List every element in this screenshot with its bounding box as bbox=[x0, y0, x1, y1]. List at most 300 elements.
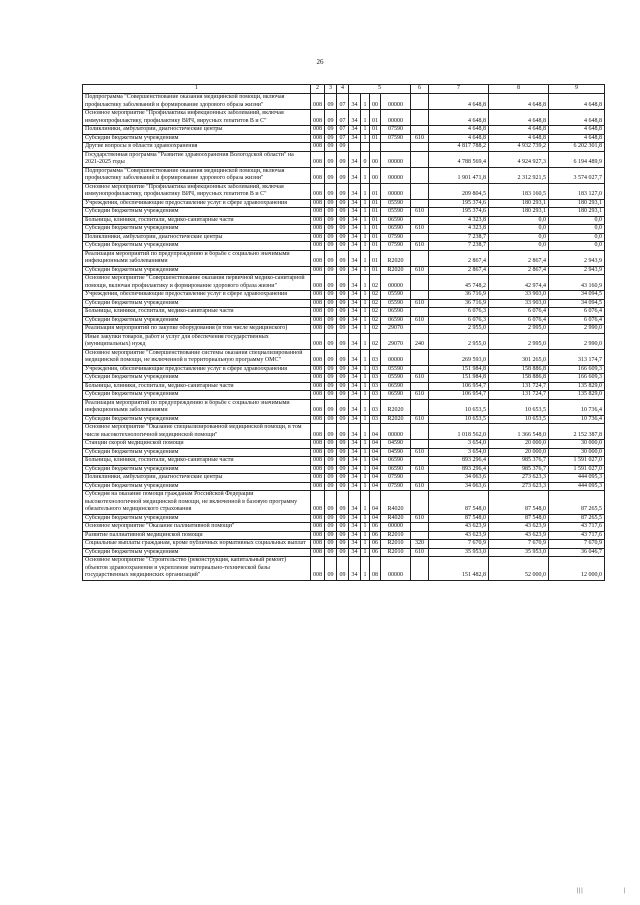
row-name-cell: Субсидии бюджетным учреждениям bbox=[83, 548, 311, 557]
row-name-cell: Больницы, клиники, госпитали, медико-санитарные части bbox=[83, 457, 311, 466]
amount-year1-cell: 43 623,9 bbox=[429, 531, 489, 540]
amount-year1-cell: 45 748,2 bbox=[429, 275, 489, 291]
amount-year1-cell: 1 018 562,0 bbox=[429, 424, 489, 440]
section-code-cell: 09 bbox=[325, 491, 337, 515]
program-code-cell: 34 bbox=[349, 167, 361, 183]
subsection-code-cell: 09 bbox=[337, 457, 349, 466]
ministry-code-cell: 008 bbox=[311, 308, 325, 317]
subsection-code-cell: 09 bbox=[337, 514, 349, 523]
amount-year1-cell: 7 670,9 bbox=[429, 540, 489, 549]
amount-year3-cell: 180 293,1 bbox=[549, 199, 605, 208]
direction-code-cell: 06590 bbox=[381, 308, 411, 317]
amount-year2-cell: 42 974,4 bbox=[489, 275, 549, 291]
section-code-cell: 09 bbox=[325, 440, 337, 449]
row-name-cell: Субсидии бюджетным учреждениям bbox=[83, 391, 311, 400]
subsection-code-cell: 07 bbox=[337, 126, 349, 135]
subprogram-code-cell: 1 bbox=[361, 275, 370, 291]
program-code-cell: 34 bbox=[349, 391, 361, 400]
ministry-code-cell: 008 bbox=[311, 143, 325, 152]
row-name-cell: Основное мероприятие "Оказание паллиативной помощи" bbox=[83, 523, 311, 532]
activity-code-cell: 00 bbox=[370, 167, 381, 183]
section-code-cell: 09 bbox=[325, 316, 337, 325]
subprogram-code-cell: 1 bbox=[361, 391, 370, 400]
amount-year3-cell: 10 736,4 bbox=[549, 415, 605, 424]
amount-year2-cell: 43 623,9 bbox=[489, 531, 549, 540]
ministry-code-cell: 008 bbox=[311, 491, 325, 515]
subsection-code-cell: 09 bbox=[337, 183, 349, 199]
ministry-code-cell: 008 bbox=[311, 266, 325, 275]
ministry-code-cell: 008 bbox=[311, 167, 325, 183]
row-name-cell: Субсидии бюджетным учреждениям bbox=[83, 514, 311, 523]
table-row bbox=[83, 325, 605, 334]
subprogram-code-cell: 1 bbox=[361, 333, 370, 349]
activity-code-cell: 04 bbox=[370, 482, 381, 491]
expense-type-cell bbox=[411, 167, 429, 183]
page-number: 26 bbox=[316, 58, 324, 66]
amount-year3-cell: 43 717,6 bbox=[549, 531, 605, 540]
amount-year2-cell: 2 995,0 bbox=[489, 325, 549, 334]
section-code-cell: 09 bbox=[325, 94, 337, 110]
program-code-cell: 34 bbox=[349, 457, 361, 466]
amount-year3-cell: 0,0 bbox=[549, 233, 605, 242]
header-cell: 1 bbox=[83, 85, 311, 94]
activity-code-cell: 06 bbox=[370, 523, 381, 532]
expense-type-cell: 610 bbox=[411, 548, 429, 557]
row-name-cell: Субсидии бюджетным учреждениям bbox=[83, 448, 311, 457]
subsection-code-cell: 09 bbox=[337, 325, 349, 334]
amount-year3-cell: 6 194 489,9 bbox=[549, 151, 605, 167]
expense-type-cell bbox=[411, 382, 429, 391]
amount-year3-cell: 2 943,9 bbox=[549, 266, 605, 275]
program-code-cell: 34 bbox=[349, 540, 361, 549]
header-cell: 8 bbox=[489, 85, 549, 94]
ministry-code-cell: 008 bbox=[311, 349, 325, 365]
amount-year1-cell: 7 238,7 bbox=[429, 242, 489, 251]
activity-code-cell: 03 bbox=[370, 415, 381, 424]
amount-year1-cell: 151 984,8 bbox=[429, 365, 489, 374]
subprogram-code-cell: 1 bbox=[361, 548, 370, 557]
expense-type-cell bbox=[411, 557, 429, 581]
table-row bbox=[83, 557, 605, 581]
expense-type-cell bbox=[411, 233, 429, 242]
direction-code-cell: R2020 bbox=[381, 415, 411, 424]
subsection-code-cell: 09 bbox=[337, 531, 349, 540]
amount-year1-cell: 34 063,6 bbox=[429, 474, 489, 483]
activity-code-cell: 06 bbox=[370, 531, 381, 540]
subsection-code-cell: 09 bbox=[337, 242, 349, 251]
direction-code-cell: 04590 bbox=[381, 440, 411, 449]
subprogram-code-cell: 1 bbox=[361, 349, 370, 365]
amount-year3-cell: 87 265,5 bbox=[549, 514, 605, 523]
program-code-cell: 34 bbox=[349, 349, 361, 365]
section-code-cell: 09 bbox=[325, 557, 337, 581]
expense-type-cell bbox=[411, 199, 429, 208]
expense-type-cell bbox=[411, 94, 429, 110]
program-code-cell: 34 bbox=[349, 216, 361, 225]
row-name-cell: Поликлиники, амбулатории, диагностические центры bbox=[83, 474, 311, 483]
activity-code-cell: 01 bbox=[370, 183, 381, 199]
ministry-code-cell: 008 bbox=[311, 250, 325, 266]
row-name-cell: Субсидии бюджетным учреждениям bbox=[83, 225, 311, 234]
direction-code-cell: 04590 bbox=[381, 448, 411, 457]
subprogram-code-cell: 1 bbox=[361, 308, 370, 317]
amount-year2-cell: 0,0 bbox=[489, 242, 549, 251]
row-name-cell: Реализация мероприятий по предупреждению и борьбе с социально значимыми инфекционными заболеваниями bbox=[83, 399, 311, 415]
subsection-code-cell: 09 bbox=[337, 365, 349, 374]
program-code-cell: 34 bbox=[349, 514, 361, 523]
program-code-cell: 34 bbox=[349, 94, 361, 110]
row-name-cell: Основное мероприятие "Совершенствование системы оказания специализированной медицинской помощи, не включенной в территориальную программу ОМС" bbox=[83, 349, 311, 365]
expense-type-cell bbox=[411, 126, 429, 135]
table-row bbox=[83, 491, 605, 515]
subsection-code-cell: 09 bbox=[337, 540, 349, 549]
row-name-cell: Социальные выплаты гражданам, кроме публичных нормативных социальных выплат bbox=[83, 540, 311, 549]
table-row bbox=[83, 308, 605, 317]
program-code-cell: 34 bbox=[349, 208, 361, 217]
subprogram-code-cell: 1 bbox=[361, 415, 370, 424]
ministry-code-cell: 008 bbox=[311, 391, 325, 400]
amount-year2-cell: 985 376,7 bbox=[489, 457, 549, 466]
section-code-cell: 09 bbox=[325, 399, 337, 415]
subsection-code-cell: 09 bbox=[337, 491, 349, 515]
header-cell: 7 bbox=[429, 85, 489, 94]
subprogram-code-cell: 1 bbox=[361, 374, 370, 383]
amount-year1-cell: 4 323,8 bbox=[429, 225, 489, 234]
expense-type-cell bbox=[411, 523, 429, 532]
activity-code-cell: 02 bbox=[370, 275, 381, 291]
header-cell: 2 bbox=[311, 85, 325, 94]
activity-code-cell: 01 bbox=[370, 134, 381, 143]
activity-code-cell: 01 bbox=[370, 233, 381, 242]
section-code-cell: 09 bbox=[325, 424, 337, 440]
direction-code-cell: 07590 bbox=[381, 242, 411, 251]
direction-code-cell: 06590 bbox=[381, 465, 411, 474]
section-code-cell: 09 bbox=[325, 325, 337, 334]
subprogram-code-cell: 1 bbox=[361, 316, 370, 325]
subprogram-code-cell: 1 bbox=[361, 126, 370, 135]
subsection-code-cell: 09 bbox=[337, 465, 349, 474]
section-code-cell: 09 bbox=[325, 474, 337, 483]
direction-code-cell: 00000 bbox=[381, 151, 411, 167]
activity-code-cell: 01 bbox=[370, 110, 381, 126]
subprogram-code-cell: 1 bbox=[361, 242, 370, 251]
amount-year3-cell: 3 574 027,7 bbox=[549, 167, 605, 183]
subsection-code-cell: 09 bbox=[337, 523, 349, 532]
activity-code-cell: 03 bbox=[370, 391, 381, 400]
program-code-cell: 34 bbox=[349, 233, 361, 242]
activity-code-cell: 01 bbox=[370, 208, 381, 217]
table-body bbox=[83, 85, 605, 581]
amount-year1-cell: 2 955,0 bbox=[429, 333, 489, 349]
subsection-code-cell: 09 bbox=[337, 482, 349, 491]
program-code-cell: 34 bbox=[349, 557, 361, 581]
amount-year1-cell: 209 804,5 bbox=[429, 183, 489, 199]
row-name-cell: Субсидии бюджетным учреждениям bbox=[83, 266, 311, 275]
table-row bbox=[83, 151, 605, 167]
subsection-code-cell: 09 bbox=[337, 382, 349, 391]
expense-type-cell: 320 bbox=[411, 540, 429, 549]
activity-code-cell: 03 bbox=[370, 399, 381, 415]
amount-year3-cell: 2 990,0 bbox=[549, 333, 605, 349]
subsection-code-cell: 09 bbox=[337, 143, 349, 152]
subsection-code-cell: 09 bbox=[337, 415, 349, 424]
row-name-cell: Субсидии бюджетным учреждениям bbox=[83, 316, 311, 325]
amount-year3-cell: 444 095,3 bbox=[549, 474, 605, 483]
program-code-cell: 34 bbox=[349, 250, 361, 266]
expense-type-cell: 610 bbox=[411, 299, 429, 308]
subsection-code-cell: 09 bbox=[337, 216, 349, 225]
program-code-cell: 34 bbox=[349, 482, 361, 491]
section-code-cell: 09 bbox=[325, 514, 337, 523]
budget-table bbox=[82, 84, 605, 581]
amount-year3-cell: 4 648,8 bbox=[549, 134, 605, 143]
section-code-cell: 09 bbox=[325, 134, 337, 143]
row-name-cell: Основное мероприятие "Профилактика инфекционных заболеваний, включая иммунопрофилактику, профилактику ВИЧ, вирусных гепатитов В и С" bbox=[83, 110, 311, 126]
subprogram-code-cell: 1 bbox=[361, 491, 370, 515]
expense-type-cell: 610 bbox=[411, 391, 429, 400]
amount-year1-cell: 4 648,8 bbox=[429, 126, 489, 135]
ministry-code-cell: 008 bbox=[311, 365, 325, 374]
amount-year2-cell: 180 293,1 bbox=[489, 199, 549, 208]
amount-year1-cell: 6 076,3 bbox=[429, 308, 489, 317]
subprogram-code-cell: 1 bbox=[361, 325, 370, 334]
row-name-cell: Иные закупки товаров, работ и услуг для обеспечения государственных (муниципальных) нужд bbox=[83, 333, 311, 349]
amount-year2-cell: 1 366 548,0 bbox=[489, 424, 549, 440]
table-row bbox=[83, 233, 605, 242]
amount-year1-cell: 269 593,0 bbox=[429, 349, 489, 365]
direction-code-cell: 00000 bbox=[381, 557, 411, 581]
subprogram-code-cell: 1 bbox=[361, 266, 370, 275]
ministry-code-cell: 008 bbox=[311, 424, 325, 440]
program-code-cell: 34 bbox=[349, 382, 361, 391]
amount-year1-cell: 106 954,7 bbox=[429, 382, 489, 391]
ministry-code-cell: 008 bbox=[311, 216, 325, 225]
subsection-code-cell: 09 bbox=[337, 474, 349, 483]
footer-mark-2: | bbox=[624, 888, 626, 894]
ministry-code-cell: 008 bbox=[311, 482, 325, 491]
activity-code-cell: 03 bbox=[370, 365, 381, 374]
subprogram-code-cell: 1 bbox=[361, 540, 370, 549]
section-code-cell: 09 bbox=[325, 275, 337, 291]
amount-year3-cell: 4 648,8 bbox=[549, 126, 605, 135]
table-row bbox=[83, 183, 605, 199]
section-code-cell: 09 bbox=[325, 374, 337, 383]
amount-year3-cell: 30 000,0 bbox=[549, 448, 605, 457]
section-code-cell: 09 bbox=[325, 457, 337, 466]
amount-year3-cell: 34 094,5 bbox=[549, 291, 605, 300]
amount-year1-cell: 35 953,0 bbox=[429, 548, 489, 557]
amount-year2-cell: 4 648,8 bbox=[489, 134, 549, 143]
program-code-cell: 34 bbox=[349, 523, 361, 532]
row-name-cell: Основное мероприятие "Строительство (реконструкция, капитальный ремонт) объектов здравоохранения и укрепление материально-технической базы государственных медицинских организаций" bbox=[83, 557, 311, 581]
expense-type-cell: 610 bbox=[411, 514, 429, 523]
section-code-cell: 09 bbox=[325, 382, 337, 391]
ministry-code-cell: 008 bbox=[311, 151, 325, 167]
expense-type-cell: 610 bbox=[411, 225, 429, 234]
subsection-code-cell: 09 bbox=[337, 374, 349, 383]
program-code-cell: 34 bbox=[349, 491, 361, 515]
expense-type-cell bbox=[411, 491, 429, 515]
amount-year3-cell: 10 736,4 bbox=[549, 399, 605, 415]
subsection-code-cell: 09 bbox=[337, 349, 349, 365]
activity-code-cell: 02 bbox=[370, 299, 381, 308]
table-row bbox=[83, 299, 605, 308]
direction-code-cell: 29070 bbox=[381, 333, 411, 349]
amount-year1-cell: 106 954,7 bbox=[429, 391, 489, 400]
program-code-cell: 34 bbox=[349, 110, 361, 126]
program-code-cell: 34 bbox=[349, 183, 361, 199]
amount-year3-cell: 183 127,0 bbox=[549, 183, 605, 199]
ministry-code-cell: 008 bbox=[311, 134, 325, 143]
amount-year1-cell: 195 374,6 bbox=[429, 208, 489, 217]
table-row bbox=[83, 391, 605, 400]
expense-type-cell bbox=[411, 183, 429, 199]
program-code-cell: 34 bbox=[349, 531, 361, 540]
amount-year2-cell: 273 623,3 bbox=[489, 482, 549, 491]
amount-year2-cell: 4 648,8 bbox=[489, 110, 549, 126]
section-code-cell: 09 bbox=[325, 233, 337, 242]
subprogram-code-cell: 1 bbox=[361, 167, 370, 183]
subprogram-code-cell bbox=[361, 143, 370, 152]
expense-type-cell bbox=[411, 110, 429, 126]
direction-code-cell: 00000 bbox=[381, 110, 411, 126]
direction-code-cell: 06590 bbox=[381, 382, 411, 391]
activity-code-cell: 04 bbox=[370, 491, 381, 515]
amount-year2-cell: 0,0 bbox=[489, 225, 549, 234]
subsection-code-cell: 09 bbox=[337, 548, 349, 557]
amount-year2-cell: 0,0 bbox=[489, 216, 549, 225]
amount-year2-cell: 4 648,8 bbox=[489, 94, 549, 110]
table-row bbox=[83, 382, 605, 391]
activity-code-cell: 01 bbox=[370, 126, 381, 135]
row-name-cell: Подпрограмма "Совершенствование оказания медицинской помощи, включая профилактику заболеваний и формирование здорового образа жизни" bbox=[83, 94, 311, 110]
section-code-cell: 09 bbox=[325, 291, 337, 300]
amount-year3-cell: 30 000,0 bbox=[549, 440, 605, 449]
program-code-cell: 34 bbox=[349, 275, 361, 291]
row-name-cell: Учреждения, обеспечивающие предоставление услуг в сфере здравоохранения bbox=[83, 291, 311, 300]
activity-code-cell: 00 bbox=[370, 151, 381, 167]
section-code-cell: 09 bbox=[325, 540, 337, 549]
amount-year1-cell: 6 076,3 bbox=[429, 316, 489, 325]
subsection-code-cell: 09 bbox=[337, 399, 349, 415]
table-row bbox=[83, 482, 605, 491]
table-row bbox=[83, 94, 605, 110]
row-name-cell: Субсидии бюджетным учреждениям bbox=[83, 374, 311, 383]
direction-code-cell: R4020 bbox=[381, 491, 411, 515]
table-row bbox=[83, 457, 605, 466]
amount-year1-cell: 36 716,9 bbox=[429, 299, 489, 308]
program-code-cell: 34 bbox=[349, 474, 361, 483]
amount-year3-cell: 135 829,0 bbox=[549, 391, 605, 400]
section-code-cell: 09 bbox=[325, 523, 337, 532]
section-code-cell: 09 bbox=[325, 482, 337, 491]
table-row bbox=[83, 242, 605, 251]
program-code-cell: 34 bbox=[349, 399, 361, 415]
section-code-cell: 09 bbox=[325, 308, 337, 317]
expense-type-cell bbox=[411, 143, 429, 152]
row-name-cell: Учреждения, обеспечивающие предоставление услуг в сфере здравоохранения bbox=[83, 199, 311, 208]
expense-type-cell: 610 bbox=[411, 266, 429, 275]
table-row bbox=[83, 316, 605, 325]
amount-year2-cell: 20 000,0 bbox=[489, 440, 549, 449]
ministry-code-cell: 008 bbox=[311, 514, 325, 523]
section-code-cell: 09 bbox=[325, 151, 337, 167]
row-name-cell: Реализация мероприятий по предупреждению и борьбе с социально значимыми инфекционными заболеваниями bbox=[83, 250, 311, 266]
table-row bbox=[83, 275, 605, 291]
subprogram-code-cell: 1 bbox=[361, 523, 370, 532]
section-code-cell: 09 bbox=[325, 208, 337, 217]
program-code-cell: 34 bbox=[349, 291, 361, 300]
row-name-cell: Учреждения, обеспечивающие предоставление услуг в сфере здравоохранения bbox=[83, 365, 311, 374]
table-row bbox=[83, 448, 605, 457]
subprogram-code-cell: 1 bbox=[361, 291, 370, 300]
activity-code-cell: 03 bbox=[370, 382, 381, 391]
table-row bbox=[83, 134, 605, 143]
direction-code-cell: 07590 bbox=[381, 233, 411, 242]
table-row bbox=[83, 126, 605, 135]
activity-code-cell: 01 bbox=[370, 250, 381, 266]
activity-code-cell: 01 bbox=[370, 242, 381, 251]
row-name-cell: Основное мероприятие "Совершенствование оказания первичной медико-санитарной помощи, включая профилактику и формирование здорового образа жизни" bbox=[83, 275, 311, 291]
row-name-cell: Субсидии бюджетным учреждениям bbox=[83, 299, 311, 308]
activity-code-cell: 04 bbox=[370, 474, 381, 483]
activity-code-cell: 02 bbox=[370, 333, 381, 349]
amount-year3-cell: 87 265,5 bbox=[549, 491, 605, 515]
amount-year1-cell: 2 955,0 bbox=[429, 325, 489, 334]
amount-year1-cell: 2 867,4 bbox=[429, 266, 489, 275]
amount-year1-cell: 3 654,0 bbox=[429, 440, 489, 449]
table-row bbox=[83, 365, 605, 374]
direction-code-cell: R2010 bbox=[381, 531, 411, 540]
table-row bbox=[83, 399, 605, 415]
program-code-cell: 34 bbox=[349, 126, 361, 135]
amount-year1-cell: 2 867,4 bbox=[429, 250, 489, 266]
amount-year1-cell: 43 623,9 bbox=[429, 523, 489, 532]
table-row bbox=[83, 548, 605, 557]
header-cell: 6 bbox=[411, 85, 429, 94]
amount-year2-cell: 20 000,0 bbox=[489, 448, 549, 457]
amount-year1-cell: 36 716,9 bbox=[429, 291, 489, 300]
activity-code-cell: 04 bbox=[370, 514, 381, 523]
amount-year2-cell: 35 953,0 bbox=[489, 548, 549, 557]
activity-code-cell: 01 bbox=[370, 216, 381, 225]
row-name-cell: Поликлиники, амбулатории, диагностические центры bbox=[83, 126, 311, 135]
row-name-cell: Больницы, клиники, госпитали, медико-санитарные части bbox=[83, 382, 311, 391]
expense-type-cell bbox=[411, 399, 429, 415]
amount-year1-cell: 4 648,8 bbox=[429, 134, 489, 143]
amount-year3-cell: 4 648,8 bbox=[549, 94, 605, 110]
subprogram-code-cell: 1 bbox=[361, 110, 370, 126]
subprogram-code-cell: 1 bbox=[361, 233, 370, 242]
expense-type-cell: 610 bbox=[411, 242, 429, 251]
subprogram-code-cell: 1 bbox=[361, 208, 370, 217]
subsection-code-cell: 09 bbox=[337, 333, 349, 349]
direction-code-cell: 00000 bbox=[381, 275, 411, 291]
subsection-code-cell: 09 bbox=[337, 250, 349, 266]
row-name-cell: Субсидии бюджетным учреждениям bbox=[83, 465, 311, 474]
amount-year3-cell: 43 717,6 bbox=[549, 523, 605, 532]
direction-code-cell bbox=[381, 143, 411, 152]
program-code-cell: 34 bbox=[349, 225, 361, 234]
amount-year1-cell: 4 817 788,2 bbox=[429, 143, 489, 152]
amount-year3-cell: 1 591 027,0 bbox=[549, 457, 605, 466]
activity-code-cell bbox=[370, 143, 381, 152]
activity-code-cell: 06 bbox=[370, 548, 381, 557]
row-name-cell: Субсидия на оказание помощи гражданам Российской Федерации высокотехнологичной медицинской помощи, не включенной в базовую программу обязательного медицинского страхования bbox=[83, 491, 311, 515]
amount-year3-cell: 0,0 bbox=[549, 225, 605, 234]
amount-year1-cell: 10 653,5 bbox=[429, 415, 489, 424]
subprogram-code-cell: 1 bbox=[361, 465, 370, 474]
